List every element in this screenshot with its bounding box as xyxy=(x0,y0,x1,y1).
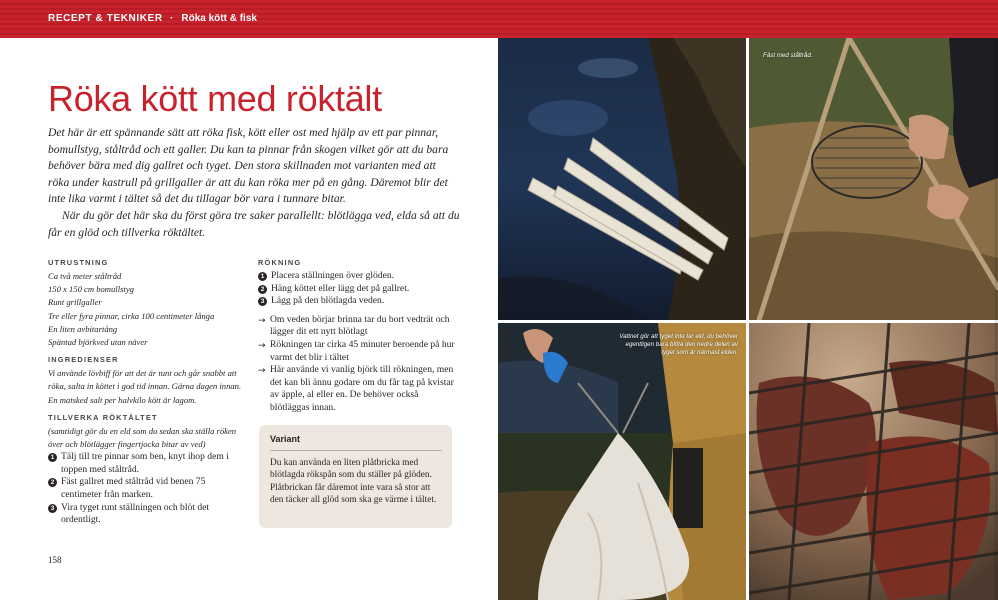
intro-text xyxy=(48,125,460,241)
arrow-icon: → xyxy=(258,340,266,351)
step-text: Tälj till tre pinnar som ben, knyt ihop dem i toppen med ståltråd. xyxy=(61,451,229,475)
smoking-tips xyxy=(258,314,458,415)
photo-smoked-meat xyxy=(749,323,998,600)
list-item: En liten avbitartång xyxy=(48,323,118,334)
step-text: Placera ställningen över glöden. xyxy=(271,270,395,281)
right-column xyxy=(258,258,458,415)
ingredients-heading: INGREDIENSER xyxy=(48,355,119,365)
caption-top: Fäst med ståltråd. xyxy=(763,52,813,59)
tip-text: Rökningen tar cirka 45 minuter beroende på hur varmt det blir i tältet xyxy=(270,338,455,363)
photo-wet-cloth xyxy=(498,323,746,600)
step-number: 1 xyxy=(258,272,267,281)
page-gutter xyxy=(994,38,998,600)
list-item xyxy=(258,270,458,283)
list-item xyxy=(48,502,248,527)
ingredients-text: Vi använde lövbiff för att det är tunt och går snabbt att röka, salta in köttet i god tid innan. Gärna dagen innan. En matsked salt per halvkilo kött är lagom. xyxy=(48,368,242,405)
list-item: Tre eller fyra pinnar, cirka 100 centimeter långa xyxy=(48,310,215,321)
tip-text: Om veden börjar brinna tar du bort vedträt och lägger dit ett nytt blötlagt xyxy=(270,313,450,338)
list-item xyxy=(258,339,458,364)
left-column xyxy=(48,258,248,527)
build-heading: TILLVERKA RÖKTÄLTET xyxy=(48,412,158,422)
caption-mid: Vattnet gör att tyget inte tar eld, du behöver egentligen bara blöta den nedre delen av tyget som är närmast elden. xyxy=(619,333,738,356)
list-item xyxy=(258,283,458,296)
page-title: Röka kött med röktält xyxy=(48,78,382,119)
list-item: Späntad björkved utan näver xyxy=(48,337,148,348)
build-note: (samtidigt gör du en eld som du sedan ska ställa röken över och blötlägger fingertjocka bitar av ved) xyxy=(48,425,237,450)
tip-text: Här använde vi vanlig björk till rökningen, men det kan bli ännu godare om du får tag på kvistar av äpple, al eller en. De behöver också blötläggas innan. xyxy=(270,364,454,413)
equipment-list xyxy=(48,270,248,349)
list-item xyxy=(258,314,458,339)
list-item: Ca två meter ståltråd xyxy=(48,271,122,281)
header-subsection: Röka kött & fisk xyxy=(181,13,257,24)
step-number: 3 xyxy=(48,504,57,513)
list-item xyxy=(258,295,458,308)
step-number: 2 xyxy=(258,285,267,294)
right-page xyxy=(498,0,998,600)
arrow-icon: → xyxy=(258,366,266,377)
variant-box xyxy=(259,425,452,528)
list-item xyxy=(48,451,248,476)
list-item: Runt grillgaller xyxy=(48,297,102,308)
arrow-icon: → xyxy=(258,315,266,326)
running-header xyxy=(48,13,257,24)
list-item: 150 x 150 cm bomullstyg xyxy=(48,284,134,295)
list-item xyxy=(48,476,248,501)
header-section: RECEPT & TEKNIKER xyxy=(48,13,163,24)
list-item xyxy=(258,364,458,414)
photo-grill-tripod xyxy=(749,38,998,320)
intro-paragraph-1: Det här är ett spännande sätt att röka fisk, kött eller ost med hjälp av ett par pinnar, bomullstyg, ståltråd och ett galler. Du kan ta pinnar från skogen vilket gör att du bara behöver bära med dig gallret och tyget. Den stora skillnaden mot varianten med att röka under kastrull på grillgaller är att du kan röka mer på en gång. Däremot blir det inte lika varmt i tältet så det du tillagar bör vara i tunnare bitar. xyxy=(48,126,449,206)
step-text: Fäst gallret med ståltråd vid benen 75 centimeter från marken. xyxy=(61,476,206,501)
page-number: 158 xyxy=(48,555,62,565)
left-page xyxy=(0,0,498,600)
variant-title: Variant xyxy=(270,434,442,451)
step-text: Häng köttet eller lägg det på gallret. xyxy=(271,282,410,294)
step-number: 2 xyxy=(48,478,57,487)
header-bar-right xyxy=(498,0,998,38)
intro-paragraph-2: När du gör det här ska du först göra tre saker parallellt: blötlägga ved, elda så att du får en glöd och tillverka röktältet. xyxy=(48,208,460,239)
smoking-steps xyxy=(258,270,458,308)
photo-wood-sticks xyxy=(498,38,746,320)
smoking-heading: RÖKNING xyxy=(258,258,302,267)
equipment-heading: UTRUSTNING xyxy=(48,258,109,267)
step-text: Vira tyget runt ställningen och blöt det ordentligt. xyxy=(61,501,210,526)
step-number: 1 xyxy=(48,453,57,462)
header-separator: · xyxy=(170,13,174,24)
step-text: Lägg på den blötlagda veden. xyxy=(271,295,385,307)
step-number: 3 xyxy=(258,297,267,306)
build-steps xyxy=(48,451,248,527)
variant-text: Du kan använda en liten plåtbricka med blötlagda rökspån som du ställer på glöden. Plåtbrickan får däremot inte vara så stor att den täcker all glöd som ska ge värme i tältet. xyxy=(270,458,437,506)
